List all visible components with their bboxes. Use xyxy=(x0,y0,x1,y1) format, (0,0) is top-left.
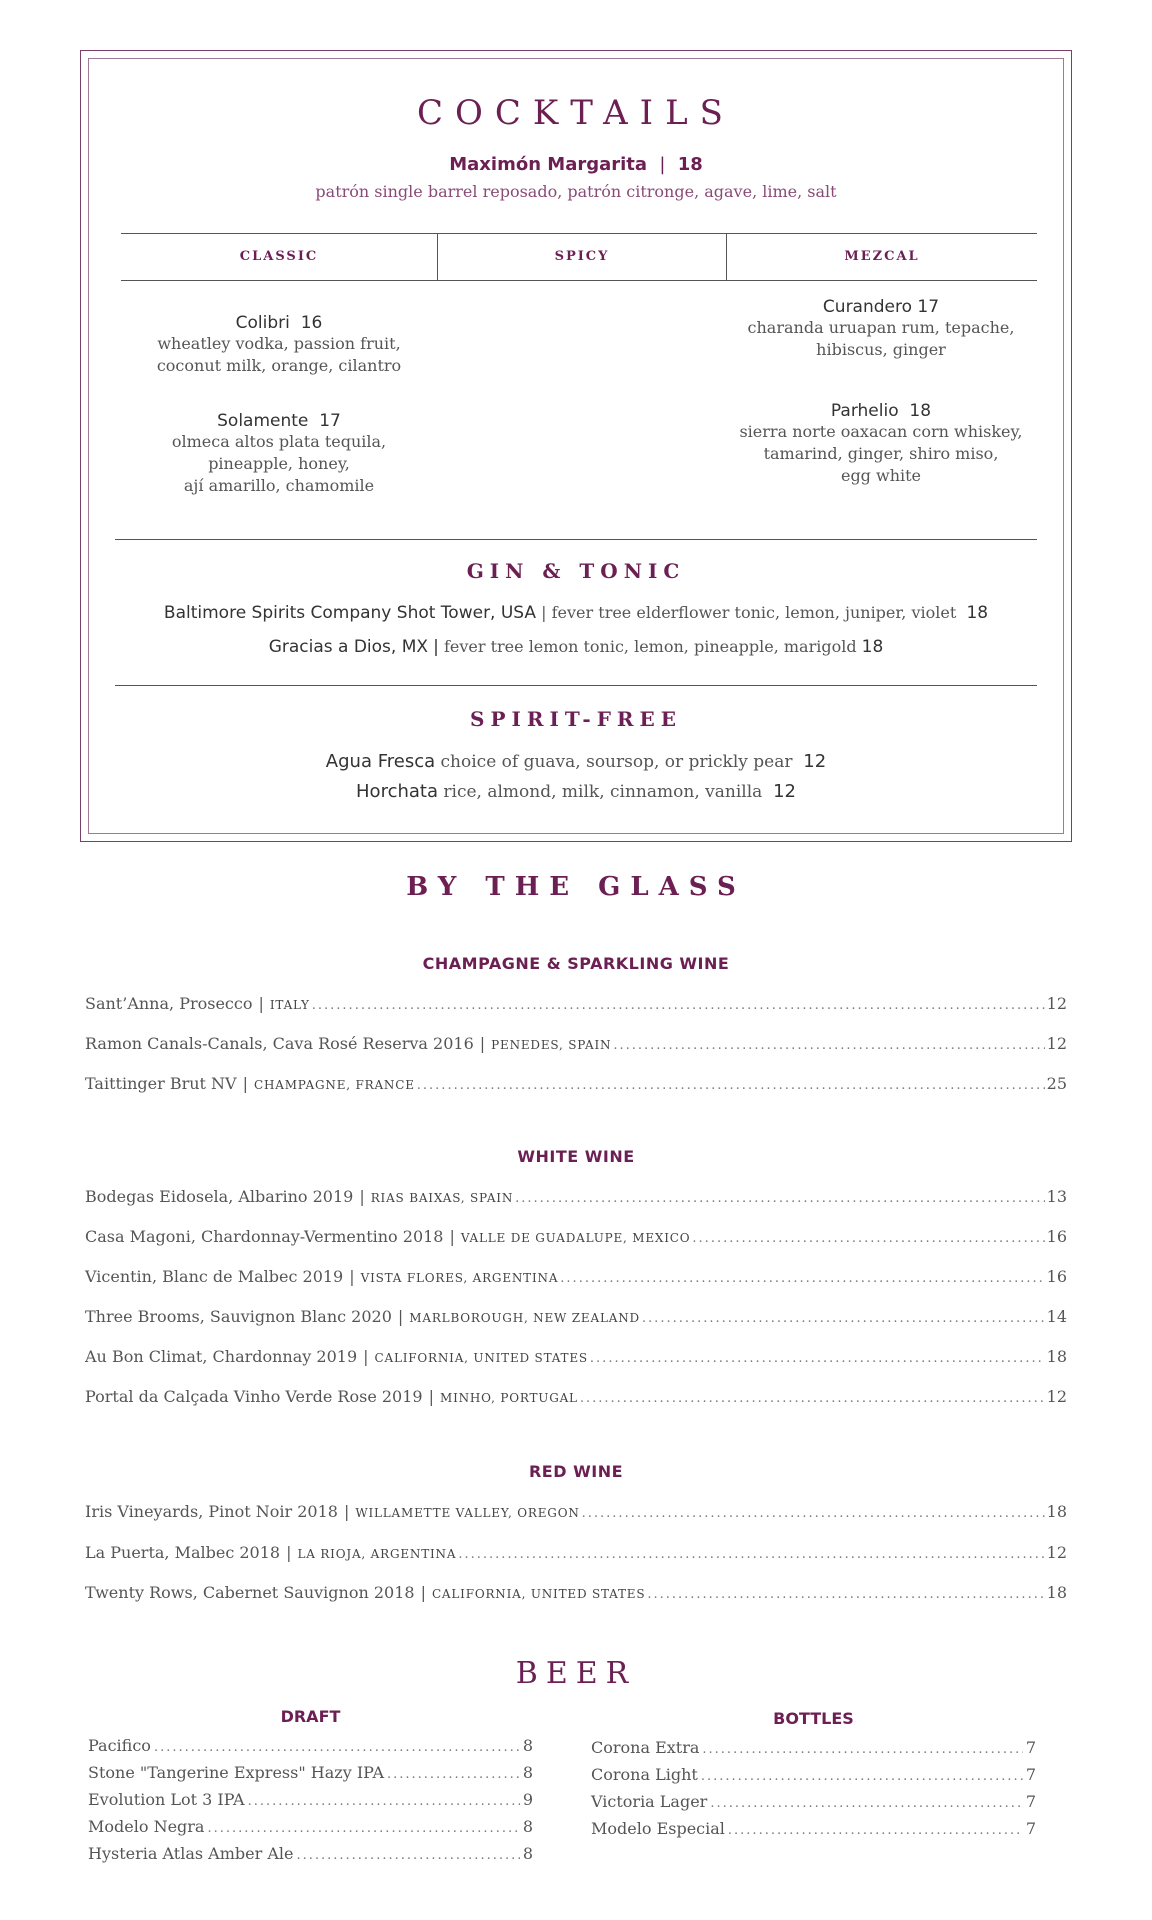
beer-name: Modelo Especial xyxy=(591,1819,725,1838)
white-wine-title: WHITE WINE xyxy=(517,1147,635,1166)
wine-row xyxy=(85,1583,1067,1602)
cocktail-desc: wheatley vodka, passion fruit, xyxy=(157,334,401,353)
cocktail-item xyxy=(725,401,1037,487)
beer-row xyxy=(591,1792,1036,1819)
wine-separator: | xyxy=(449,1227,455,1246)
beer-price: 8 xyxy=(522,1844,533,1863)
gin-tonic-separator: | xyxy=(541,603,547,622)
beer-name: Evolution Lot 3 IPA xyxy=(88,1790,245,1809)
wine-row xyxy=(85,1187,1067,1206)
divider xyxy=(115,539,1037,540)
gin-tonic-item xyxy=(81,603,1071,623)
gin-tonic-item xyxy=(81,637,1071,657)
cocktail-name: Solamente xyxy=(217,411,309,431)
gin-tonic-separator: | xyxy=(433,637,439,657)
cocktail-desc: egg white xyxy=(840,466,922,485)
dot-leader xyxy=(458,1547,1044,1562)
wine-row xyxy=(85,1267,1067,1286)
cocktail-name: Colibri xyxy=(235,313,290,333)
wine-price: 18 xyxy=(1046,1502,1067,1521)
beer-price: 7 xyxy=(1025,1792,1036,1811)
dot-leader xyxy=(417,1078,1045,1093)
wine-region: LA RIOJA, ARGENTINA xyxy=(297,1547,457,1561)
dot-leader xyxy=(207,1821,519,1836)
beer-name: Corona Light xyxy=(591,1765,698,1784)
beer-name: Pacifico xyxy=(88,1736,151,1755)
wine-price: 13 xyxy=(1046,1187,1067,1206)
wine-row xyxy=(85,1034,1067,1053)
category-classic: CLASSIC xyxy=(239,249,319,264)
wine-row xyxy=(85,1387,1067,1406)
wine-name: Au Bon Climat, Chardonnay 2019 xyxy=(85,1347,358,1366)
bottles-title: BOTTLES xyxy=(773,1709,854,1728)
cocktail-desc: sierra norte oaxacan corn whiskey, xyxy=(739,422,1023,441)
spirit-free-name: Horchata xyxy=(356,781,438,802)
wine-price: 12 xyxy=(1046,1387,1067,1406)
wine-price: 25 xyxy=(1046,1074,1067,1093)
dot-leader xyxy=(312,998,1045,1013)
wine-separator: | xyxy=(258,994,264,1013)
wine-region: VISTA FLORES, ARGENTINA xyxy=(360,1271,559,1285)
wine-name: Taittinger Brut NV xyxy=(85,1074,237,1093)
wine-price: 14 xyxy=(1046,1307,1067,1326)
beer-price: 8 xyxy=(522,1736,533,1755)
wine-region: RIAS BAIXAS, SPAIN xyxy=(370,1191,514,1205)
gin-tonic-desc: fever tree lemon tonic, lemon, pineapple, marigold xyxy=(443,637,857,656)
category-mezcal: MEZCAL xyxy=(844,249,920,264)
dot-leader xyxy=(248,1794,520,1809)
gin-tonic-price: 18 xyxy=(966,603,989,623)
featured-cocktail-desc: patrón single barrel reposado, patrón citronge, agave, lime, salt xyxy=(315,182,837,201)
spirit-free-item xyxy=(81,751,1071,772)
cocktail-desc: tamarind, ginger, shiro miso, xyxy=(763,444,999,463)
wine-price: 18 xyxy=(1046,1583,1067,1602)
wine-region: PENEDES, SPAIN xyxy=(491,1038,612,1052)
gin-tonic-price: 18 xyxy=(861,637,884,657)
wine-price: 12 xyxy=(1046,1034,1067,1053)
wine-separator: | xyxy=(363,1347,369,1366)
spirit-free-name: Agua Fresca xyxy=(325,751,436,772)
wine-price: 16 xyxy=(1046,1267,1067,1286)
beer-price: 7 xyxy=(1025,1765,1036,1784)
wine-separator: | xyxy=(420,1583,426,1602)
dot-leader xyxy=(613,1038,1044,1053)
wine-name: Casa Magoni, Chardonnay-Vermentino 2018 xyxy=(85,1227,444,1246)
draft-column xyxy=(88,1707,533,1871)
beer-row xyxy=(88,1736,533,1763)
wine-separator: | xyxy=(359,1187,365,1206)
wine-name: Sant’Anna, Prosecco xyxy=(85,994,253,1013)
wine-name: Three Brooms, Sauvignon Blanc 2020 xyxy=(85,1307,392,1326)
dot-leader xyxy=(296,1848,519,1863)
wine-region: VALLE DE GUADALUPE, MEXICO xyxy=(460,1231,691,1245)
beer-price: 9 xyxy=(522,1790,533,1809)
featured-cocktail xyxy=(81,154,1071,175)
beer-row xyxy=(88,1763,533,1790)
cocktail-desc: hibiscus, ginger xyxy=(816,340,946,359)
wine-region: ITALY xyxy=(269,998,310,1012)
dot-leader xyxy=(580,1391,1045,1406)
dot-leader xyxy=(560,1271,1044,1286)
wine-name: Twenty Rows, Cabernet Sauvignon 2018 xyxy=(85,1583,415,1602)
wine-name: Bodegas Eidosela, Albarino 2019 xyxy=(85,1187,354,1206)
dot-leader xyxy=(647,1587,1044,1602)
wine-separator: | xyxy=(349,1267,355,1286)
cocktail-name: Parhelio xyxy=(830,401,899,421)
wine-row xyxy=(85,1307,1067,1326)
beer-row xyxy=(591,1738,1036,1765)
cocktail-price: 18 xyxy=(909,401,932,421)
bottles-column xyxy=(591,1709,1036,1846)
dot-leader xyxy=(692,1231,1044,1246)
cocktail-desc: ají amarillo, chamomile xyxy=(183,476,375,495)
wine-row xyxy=(85,1543,1067,1562)
dot-leader xyxy=(701,1769,1023,1784)
red-wine-title: RED WINE xyxy=(528,1462,624,1481)
wine-region: MARLBOROUGH, NEW ZEALAND xyxy=(409,1311,640,1325)
gin-tonic-name: Baltimore Spirits Company Shot Tower, USA xyxy=(163,603,537,623)
beer-name: Modelo Negra xyxy=(88,1817,205,1836)
dot-leader xyxy=(582,1506,1045,1521)
featured-cocktail-price: 18 xyxy=(677,154,703,175)
dot-leader xyxy=(710,1796,1022,1811)
sparkling-title: CHAMPAGNE & SPARKLING WINE xyxy=(422,954,730,973)
cocktail-desc: coconut milk, orange, cilantro xyxy=(156,356,402,375)
wine-separator: | xyxy=(428,1387,434,1406)
wine-separator: | xyxy=(479,1034,486,1053)
cocktail-price: 17 xyxy=(319,411,341,431)
dot-leader xyxy=(515,1191,1045,1206)
wine-name: Iris Vineyards, Pinot Noir 2018 xyxy=(85,1502,338,1521)
wine-row xyxy=(85,1347,1067,1366)
cocktail-item xyxy=(725,297,1037,361)
spirit-free-desc: choice of guava, soursop, or prickly pear xyxy=(440,752,793,772)
gin-tonic-desc: fever tree elderflower tonic, lemon, juniper, violet xyxy=(551,603,957,622)
dot-leader xyxy=(728,1823,1023,1838)
beer-row xyxy=(591,1765,1036,1792)
beer-name: Victoria Lager xyxy=(591,1792,708,1811)
cocktails-title: COCKTAILS xyxy=(417,93,735,133)
dot-leader xyxy=(642,1311,1045,1326)
wine-name: Portal da Calçada Vinho Verde Rose 2019 xyxy=(85,1387,423,1406)
beer-row xyxy=(88,1844,533,1871)
wine-row xyxy=(85,1502,1067,1521)
wine-row xyxy=(85,1074,1067,1093)
cocktail-item xyxy=(121,313,437,377)
featured-separator: | xyxy=(659,154,666,175)
wine-separator: | xyxy=(397,1307,404,1326)
beer-name: Corona Extra xyxy=(591,1738,700,1757)
by-the-glass-title: BY THE GLASS xyxy=(406,872,746,902)
wine-price: 12 xyxy=(1046,994,1067,1013)
cocktail-price: 17 xyxy=(917,297,940,317)
beer-name: Hysteria Atlas Amber Ale xyxy=(88,1844,294,1863)
draft-title: DRAFT xyxy=(280,1707,341,1726)
cocktail-price: 16 xyxy=(300,313,323,333)
wine-price: 12 xyxy=(1046,1543,1067,1562)
wine-separator: | xyxy=(242,1074,248,1093)
wine-region: CHAMPAGNE, FRANCE xyxy=(253,1078,415,1092)
beer-row xyxy=(88,1817,533,1844)
wine-price: 16 xyxy=(1046,1227,1067,1246)
wine-name: Ramon Canals-Canals, Cava Rosé Reserva 2016 xyxy=(85,1034,474,1053)
wine-row xyxy=(85,1227,1067,1246)
cocktail-item xyxy=(121,411,437,497)
featured-cocktail-name: Maximón Margarita xyxy=(449,154,648,175)
wine-region: CALIFORNIA, UNITED STATES xyxy=(374,1351,588,1365)
spirit-free-price: 12 xyxy=(773,781,796,802)
cocktail-desc: charanda uruapan rum, tepache, xyxy=(747,318,1015,337)
beer-row xyxy=(88,1790,533,1817)
beer-price: 7 xyxy=(1025,1738,1036,1757)
beer-title: BEER xyxy=(515,1656,637,1691)
beer-price: 8 xyxy=(522,1763,533,1782)
spirit-free-price: 12 xyxy=(803,751,827,772)
wine-region: MINHO, PORTUGAL xyxy=(439,1391,578,1405)
spirit-free-title: SPIRIT-FREE xyxy=(470,707,682,731)
beer-row xyxy=(591,1819,1036,1846)
spirit-free-item xyxy=(81,781,1071,802)
wine-separator: | xyxy=(343,1502,350,1521)
dot-leader xyxy=(154,1740,520,1755)
beer-price: 7 xyxy=(1025,1819,1036,1838)
cocktail-name: Curandero xyxy=(822,297,913,317)
wine-name: La Puerta, Malbec 2018 xyxy=(85,1543,281,1562)
wine-name: Vicentin, Blanc de Malbec 2019 xyxy=(85,1267,344,1286)
cocktail-desc: pineapple, honey, xyxy=(208,454,350,473)
cocktail-categories xyxy=(121,233,1037,281)
category-spicy: SPICY xyxy=(437,234,727,280)
gin-tonic-name: Gracias a Dios, MX xyxy=(268,637,429,657)
spirit-free-desc: rice, almond, milk, cinnamon, vanilla xyxy=(443,782,763,802)
wine-row xyxy=(85,994,1067,1013)
beer-name: Stone "Tangerine Express" Hazy IPA xyxy=(88,1763,384,1782)
dot-leader xyxy=(387,1767,520,1782)
dot-leader xyxy=(590,1351,1045,1366)
divider xyxy=(115,685,1037,686)
cocktail-desc: olmeca altos plata tequila, xyxy=(171,432,387,451)
wine-price: 18 xyxy=(1046,1347,1067,1366)
gin-tonic-title: GIN & TONIC xyxy=(466,559,686,583)
wine-region: CALIFORNIA, UNITED STATES xyxy=(431,1587,646,1601)
cocktail-menu-box xyxy=(80,50,1072,842)
wine-separator: | xyxy=(286,1543,292,1562)
wine-region: WILLAMETTE VALLEY, OREGON xyxy=(355,1506,580,1520)
beer-price: 8 xyxy=(522,1817,533,1836)
dot-leader xyxy=(702,1742,1022,1757)
